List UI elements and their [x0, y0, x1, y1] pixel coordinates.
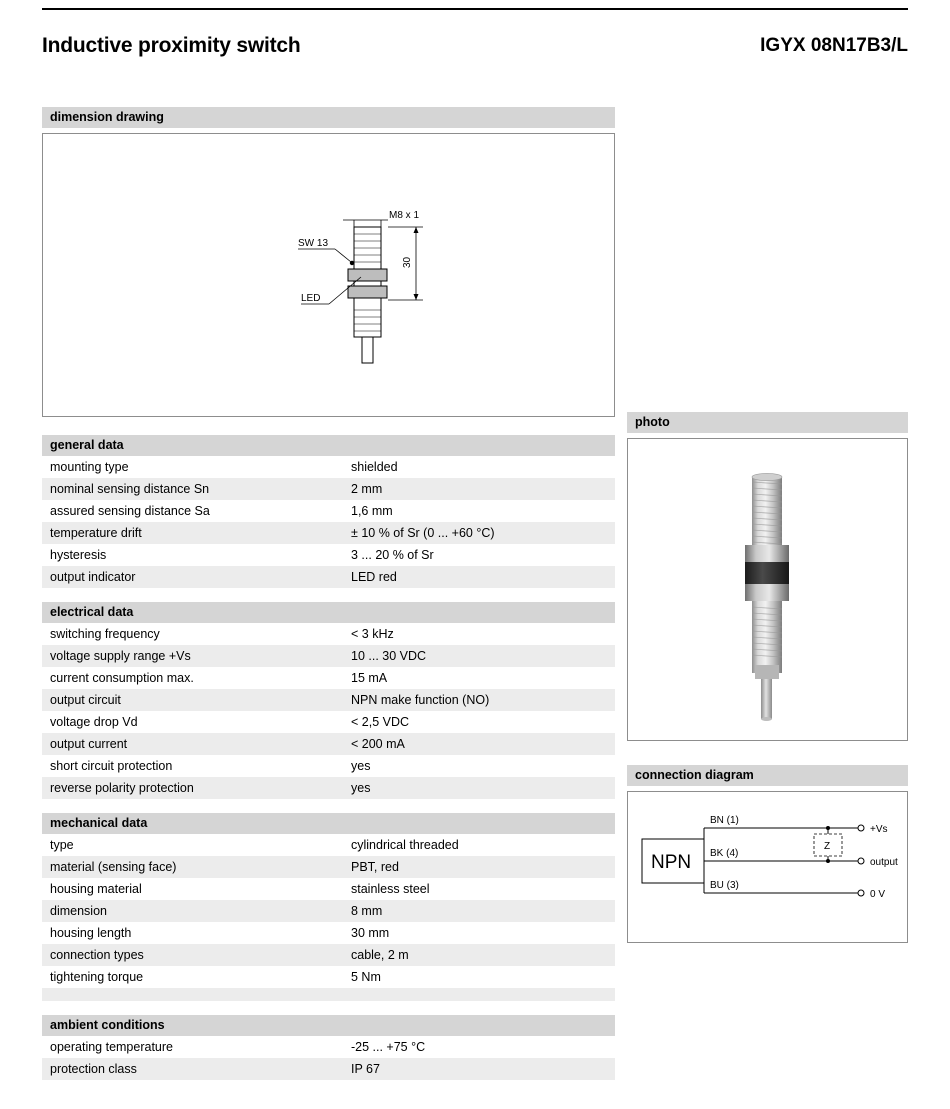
table-row: [42, 566, 615, 588]
connection-label-vs: +Vs: [870, 824, 888, 835]
spec-value: < 3 kHz: [351, 627, 394, 641]
table-row: [42, 667, 615, 689]
dimension-label-wrench: SW 13: [298, 238, 329, 249]
spec-value: 5 Nm: [351, 970, 381, 984]
section-heading: general data: [42, 435, 615, 456]
spec-key: housing material: [50, 882, 142, 896]
section-ambient-conditions: [42, 1015, 615, 1080]
table-row: [42, 922, 615, 944]
dimension-drawing-svg: [43, 134, 614, 416]
table-row: [42, 500, 615, 522]
spec-key: output circuit: [42, 689, 343, 711]
table-row: [42, 878, 615, 900]
table-row: [42, 456, 615, 478]
spec-value: cable, 2 m: [343, 944, 615, 966]
section-heading: ambient conditions: [42, 1015, 615, 1036]
spec-key: tightening torque: [50, 970, 144, 984]
right-column: [627, 412, 908, 943]
table-row: [42, 544, 615, 566]
table-row-spacer: [42, 988, 615, 1001]
spec-value: shielded: [351, 460, 398, 474]
spec-key: temperature drift: [42, 522, 343, 544]
dimension-label-length: 30: [402, 256, 413, 268]
model-number: IGYX 08N17B3/L: [760, 35, 908, 56]
section-heading: electrical data: [42, 602, 615, 623]
table-row: [42, 900, 615, 922]
section-electrical-data: [42, 602, 615, 799]
dimension-drawing-figure: [42, 133, 615, 417]
connection-diagram-svg: [628, 792, 907, 942]
spec-key: output current: [42, 733, 343, 755]
spec-key: voltage drop Vd: [50, 715, 138, 729]
spec-value: < 2,5 VDC: [351, 715, 410, 729]
spec-value: NPN make function (NO): [343, 689, 615, 711]
spec-value: < 200 mA: [343, 733, 615, 755]
table-row: [42, 966, 615, 988]
spec-value: 3 ... 20 % of Sr: [351, 548, 434, 562]
table-row: [42, 1036, 615, 1058]
spec-value: IP 67: [343, 1058, 615, 1080]
table-row: [42, 623, 615, 645]
spec-value: yes: [343, 777, 615, 799]
spec-key: material (sensing face): [42, 856, 343, 878]
table-row: [42, 777, 615, 799]
connection-diagram-heading: connection diagram: [627, 765, 908, 786]
spec-key: housing length: [50, 926, 132, 940]
table-row: [42, 733, 615, 755]
connection-label-bn: BN (1): [710, 815, 739, 826]
spec-key: short circuit protection: [50, 759, 173, 773]
dimension-drawing-heading: dimension drawing: [42, 107, 615, 128]
spec-table: [42, 834, 615, 1001]
spec-value: ± 10 % of Sr (0 ... +60 °C): [343, 522, 615, 544]
table-row: [42, 834, 615, 856]
left-column: [42, 107, 615, 1080]
page-header: [42, 26, 908, 66]
spec-value: stainless steel: [351, 882, 430, 896]
spec-value: LED red: [343, 566, 615, 588]
spec-key: protection class: [42, 1058, 343, 1080]
dimension-label-led: LED: [301, 293, 321, 304]
spec-value: -25 ... +75 °C: [351, 1040, 426, 1054]
connection-label-bk: BK (4): [710, 848, 739, 859]
spec-table: [42, 623, 615, 799]
spec-value: yes: [351, 759, 371, 773]
table-row: [42, 755, 615, 777]
spec-key: operating temperature: [50, 1040, 173, 1054]
table-row: [42, 645, 615, 667]
connection-label-npn: NPN: [651, 852, 692, 873]
connection-label-output: output: [870, 857, 898, 868]
section-general-data: [42, 435, 615, 588]
photo-heading: photo: [627, 412, 908, 433]
spec-value: 1,6 mm: [351, 504, 393, 518]
spec-key: mounting type: [50, 460, 129, 474]
connection-diagram-figure: [627, 791, 908, 943]
spec-value: 8 mm: [343, 900, 615, 922]
product-photo-svg: [628, 439, 907, 740]
table-row: [42, 711, 615, 733]
spec-key: assured sensing distance Sa: [50, 504, 210, 518]
section-heading: mechanical data: [42, 813, 615, 834]
spec-key: connection types: [42, 944, 343, 966]
table-row: [42, 856, 615, 878]
dimension-label-thread: M8 x 1: [389, 210, 420, 221]
spec-key: hysteresis: [50, 548, 107, 562]
table-row: [42, 478, 615, 500]
connection-label-zener: Z: [824, 841, 831, 852]
section-mechanical-data: [42, 813, 615, 1001]
spec-key: nominal sensing distance Sn: [42, 478, 343, 500]
product-photo: [627, 438, 908, 741]
table-row: [42, 944, 615, 966]
table-row: [42, 1058, 615, 1080]
spec-key: dimension: [42, 900, 343, 922]
spec-table: [42, 1036, 615, 1080]
header-rule: [42, 8, 908, 10]
spec-key: voltage supply range +Vs: [42, 645, 343, 667]
spec-value: 30 mm: [351, 926, 390, 940]
spec-key: switching frequency: [50, 627, 160, 641]
spec-table: [42, 456, 615, 588]
connection-label-zero: 0 V: [870, 889, 886, 900]
spec-value: cylindrical threaded: [351, 838, 459, 852]
table-row: [42, 522, 615, 544]
spec-value: 10 ... 30 VDC: [343, 645, 615, 667]
spec-key: reverse polarity protection: [42, 777, 343, 799]
table-row: [42, 689, 615, 711]
spec-key: type: [50, 838, 74, 852]
page-title: Inductive proximity switch: [42, 34, 301, 57]
spec-key: current consumption max.: [50, 671, 194, 685]
spec-value: 15 mA: [351, 671, 388, 685]
connection-label-bu: BU (3): [710, 880, 739, 891]
spec-value: PBT, red: [343, 856, 615, 878]
spec-value: 2 mm: [343, 478, 615, 500]
spec-key: output indicator: [42, 566, 343, 588]
